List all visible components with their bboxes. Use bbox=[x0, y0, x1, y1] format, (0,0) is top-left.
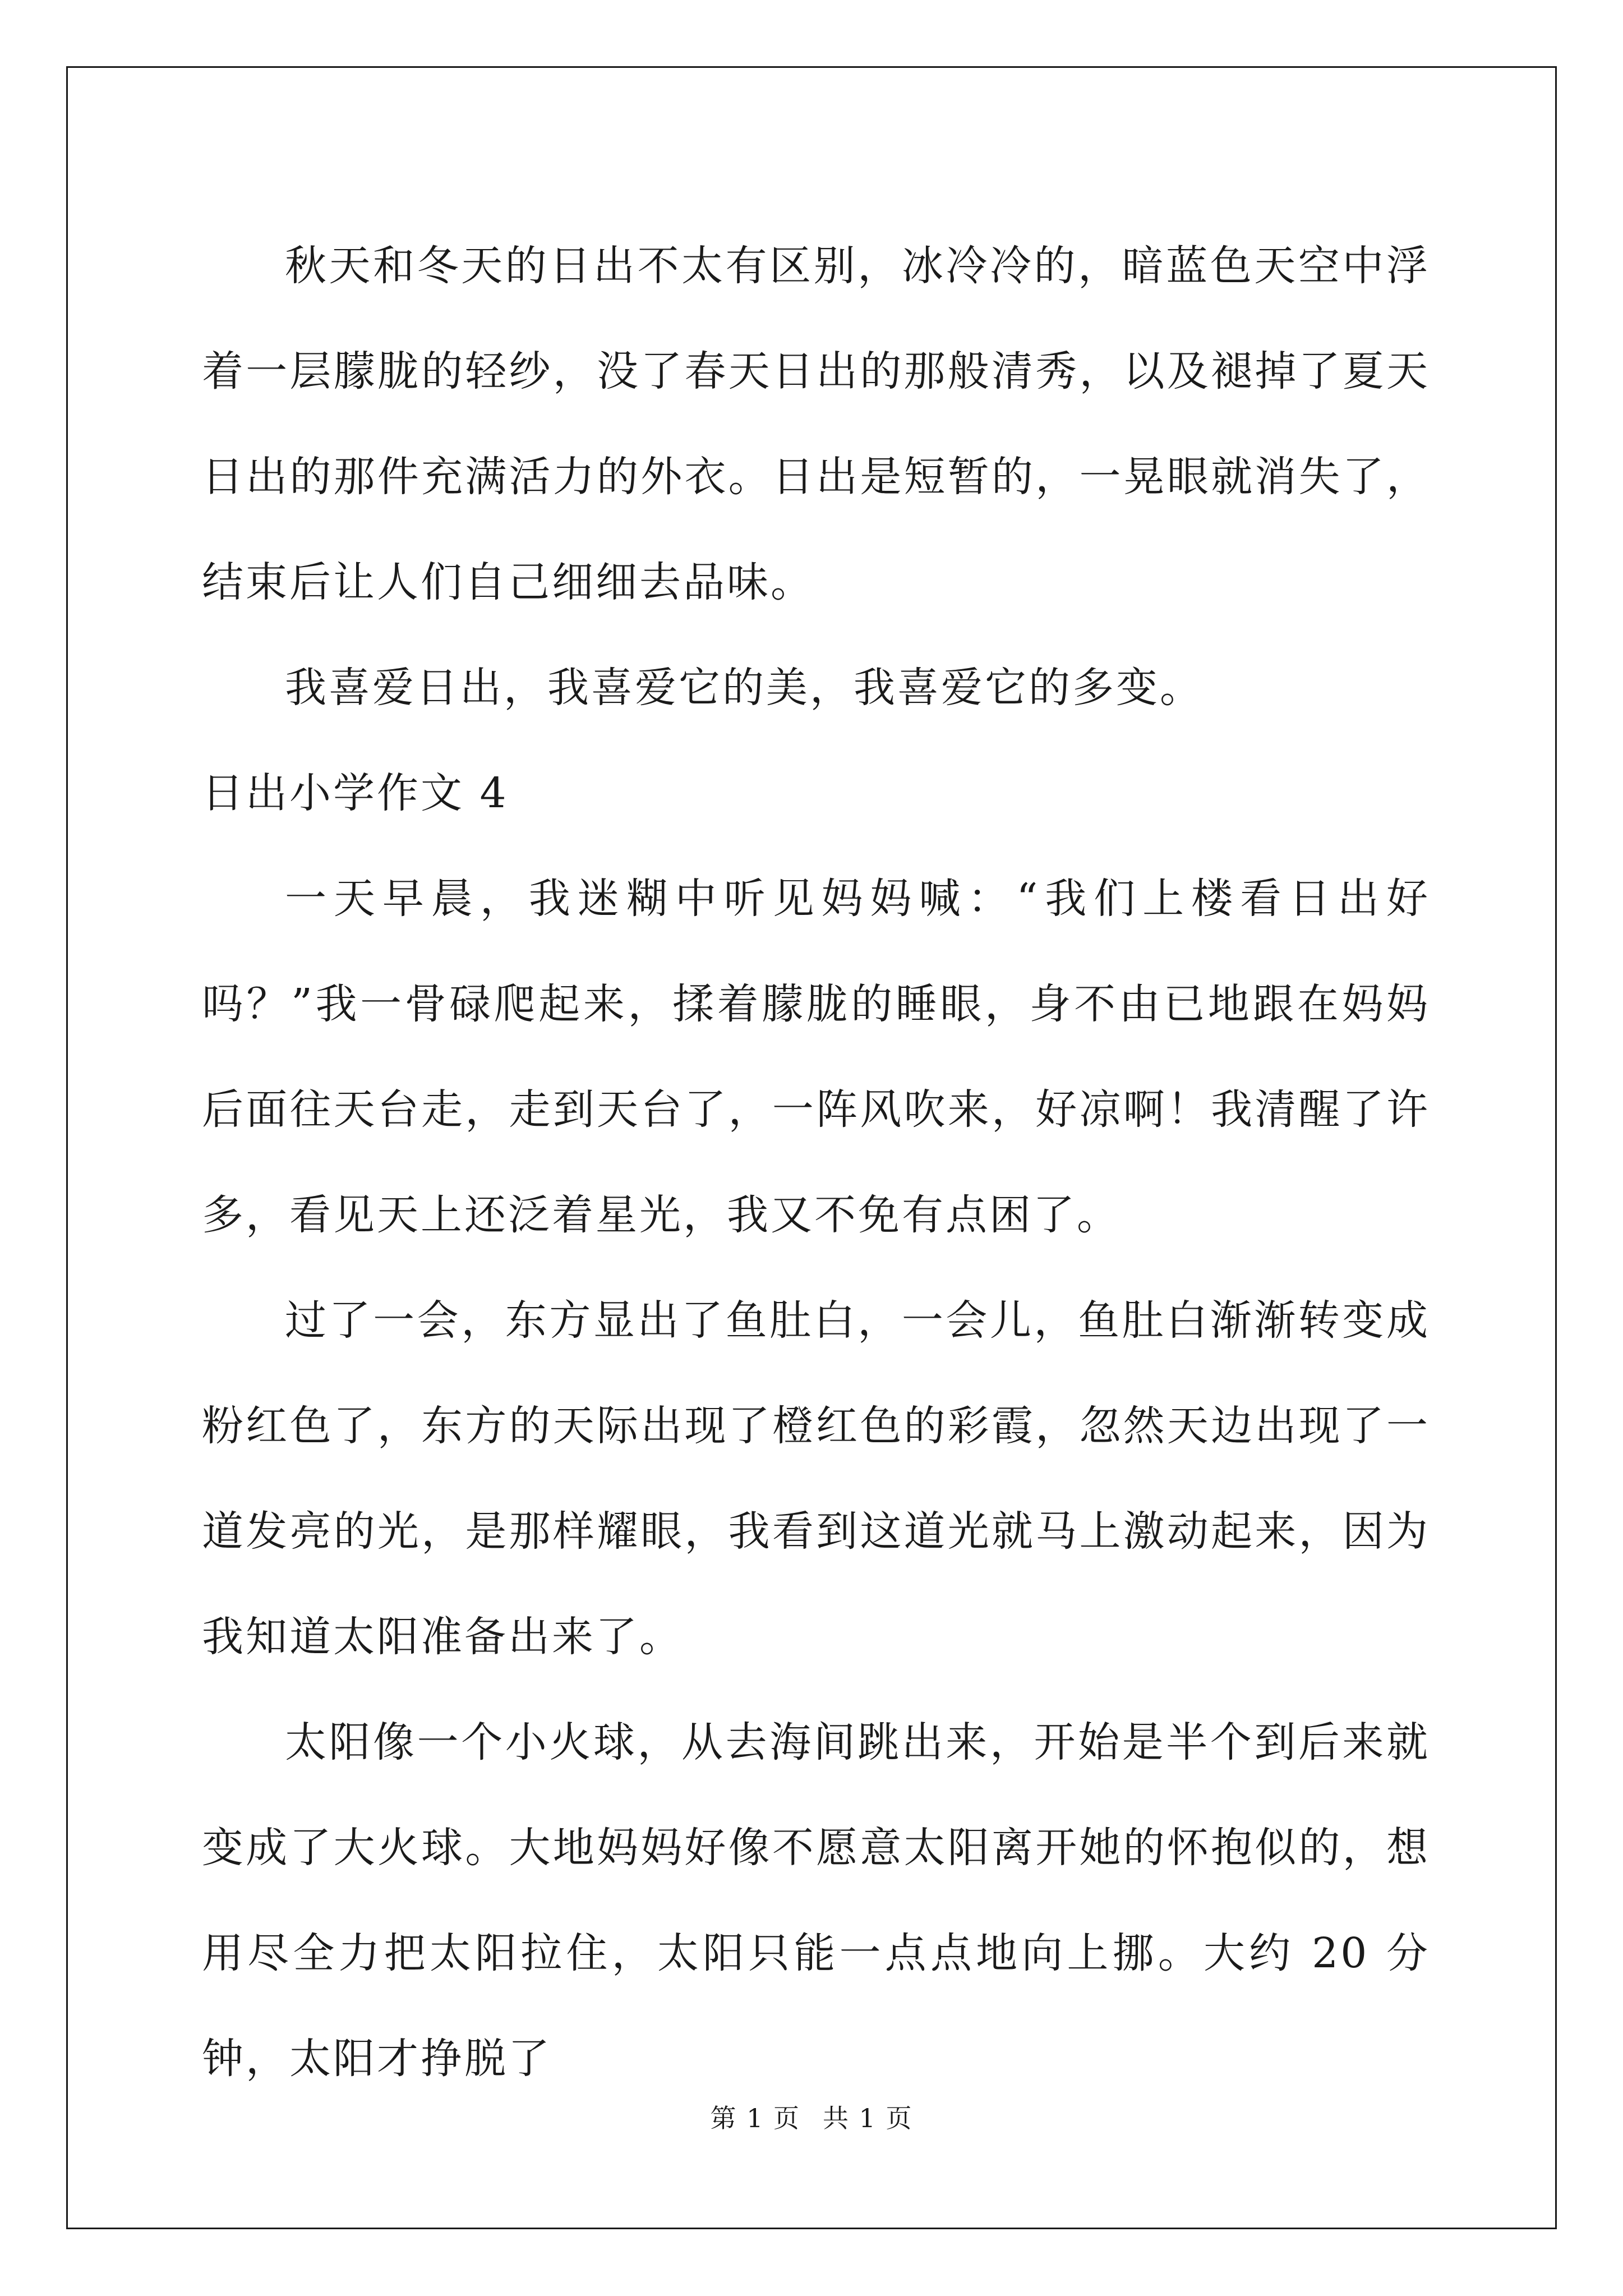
paragraph: 一天早晨，我迷糊中听见妈妈喊：“我们上楼看日出好吗？”我一骨碌爬起来，揉着朦胧的睡眼，身不由已地跟在妈妈后面往天台走，走到天台了，一阵风吹来，好凉啊！我清醒了许多，看见天上还泛着星光，我又不免有点困了。 bbox=[202, 875, 1430, 1239]
page-number: 第 1 页 bbox=[710, 2103, 800, 2133]
document-body bbox=[202, 213, 1430, 2111]
page-footer bbox=[0, 2098, 1623, 2135]
section-heading: 日出小学作文 4 bbox=[202, 769, 509, 817]
page-total: 共 1 页 bbox=[823, 2103, 913, 2133]
paragraph: 我喜爱日出，我喜爱它的美，我喜爱它的多变。 bbox=[285, 664, 1204, 712]
paragraph: 秋天和冬天的日出不太有区别，冰冷冷的，暗蓝色天空中浮着一层朦胧的轻纱，没了春天日出的那般清秀，以及褪掉了夏天日出的那件充满活力的外衣。日出是短暂的，一晃眼就消失了，结束后让人们自己细细去品味。 bbox=[202, 242, 1430, 606]
paragraph: 太阳像一个小火球，从去海间跳出来，开始是半个到后来就变成了大火球。大地妈妈好像不愿意太阳离开她的怀抱似的，想用尽全力把太阳拉住，太阳只能一点点地向上挪。大约 20 分钟，太阳才挣脱了 bbox=[202, 1718, 1430, 2083]
paragraph: 过了一会，东方显出了鱼肚白，一会儿，鱼肚白渐渐转变成粉红色了，东方的天际出现了橙红色的彩霞，忽然天边出现了一道发亮的光，是那样耀眼，我看到这道光就马上激动起来，因为我知道太阳准备出来了。 bbox=[202, 1296, 1430, 1661]
